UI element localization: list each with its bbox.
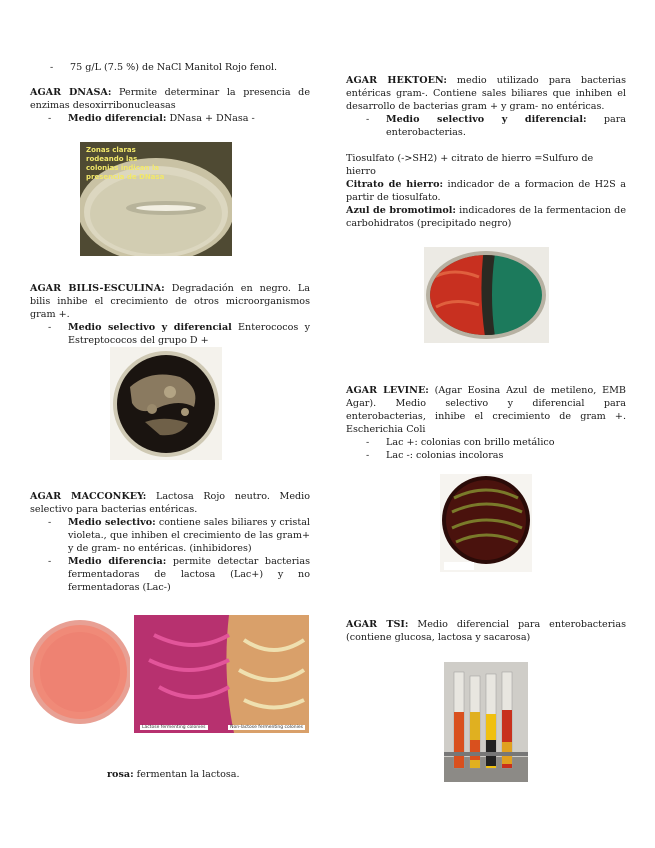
rosa-footer (107, 768, 307, 781)
petri-dish-bilis-image (110, 347, 222, 460)
manitol-text: 75 g/L (7.5 %) de NaCl Manitol Rojo fenol. (70, 62, 278, 73)
macconkey-bullet-1: - Medio selectivo: contiene sales biliares y cristal violeta., que inhiben el crecimiento de las gram+ y de gram- no entéricas. (inhibidores) (48, 517, 310, 554)
petri-dish-hektoen-image (424, 247, 549, 343)
hektoen-bullet: - Medio selectivo y diferencial: para enterobacterias. (366, 114, 627, 138)
rosa-bold: rosa: (107, 769, 134, 780)
bullet-bold: Medio diferencial: (68, 113, 167, 124)
tsi-tubes-image (444, 662, 528, 782)
bilis-section (30, 282, 310, 347)
bullet-text: DNasa + DNasa - (166, 113, 255, 124)
tiosulfato-line (346, 152, 626, 178)
tsi-desc: Medio diferencial para enterobacterias (contiene glucosa, lactosa y sacarosa) (346, 619, 626, 643)
dnasa-desc: Permite determinar la presencia de enzimas desoxirribonucleasas (30, 87, 310, 111)
bullet-text: Lac -: colonias incoloras (386, 450, 504, 461)
bullet-text: Lac +: colonias con brillo metálico (386, 437, 555, 448)
levine-bullet-2 (366, 449, 626, 462)
dnasa-section (30, 86, 310, 125)
citrato-block (346, 178, 626, 230)
levine-bullet-1 (366, 436, 626, 449)
lac-minus-label: Non-lactose fermenting colonies (230, 725, 303, 730)
tsi-title: AGAR TSI: (346, 619, 409, 630)
macconkey-title: AGAR MACCONKEY: (30, 491, 147, 502)
dnasa-image-caption: Zonas claras rodeando las colonias indican la presencia de DNasa (86, 146, 165, 181)
azul-text: indicadores de la fermentacion de carbohidratos (precipitado negro) (346, 205, 626, 229)
macconkey-desc: Lactosa Rojo neutro. Medio selectivo para bacterias entéricas. (30, 491, 310, 515)
bilis-bullet: - Medio selectivo y diferencial Enterococos y Estreptococos del grupo D + (48, 322, 310, 346)
macconkey-bullet-2: - Medio diferencia: permite detectar bacterias fermentadoras de lactosa (Lac+) y no fermentadoras (Lac-) (48, 556, 310, 593)
citrato-bold: Citrato de hierro: (346, 179, 444, 190)
dnasa-title: AGAR DNASA: (30, 87, 112, 98)
citrato-text: indicador de a formacion de H2S a partir de tiosulfato. (346, 179, 626, 203)
dnasa-bullet: - Medio diferencial: DNasa + DNasa - (48, 113, 255, 124)
petri-dish-macconkey-plain-image (30, 612, 130, 732)
bullet-bold: Medio diferencia: (68, 556, 167, 567)
bullet-bold: Medio selectivo y diferencial: (386, 114, 587, 125)
petri-dish-levine-image (440, 474, 532, 572)
hektoen-section (346, 74, 626, 139)
bilis-title: AGAR BILIS-ESCULINA: (30, 283, 165, 294)
manitol-item (50, 61, 310, 74)
hektoen-title: AGAR HEKTOEN: (346, 75, 447, 86)
rosa-text: fermentan la lactosa. (133, 769, 240, 780)
dash: - (366, 450, 370, 461)
bullet-bold: Medio selectivo y diferencial (68, 322, 232, 333)
petri-dish-dnasa-image (80, 142, 232, 256)
levine-title: AGAR LEVINE: (346, 385, 429, 396)
lac-plus-label: Lactose fermenting colonies (142, 725, 206, 730)
macconkey-section (30, 490, 310, 594)
dash: - (50, 62, 54, 73)
bullet-text: permite detectar bacterias fermentadoras de lactosa (Lac+) y no fermentadoras (Lac-) (68, 556, 310, 593)
azul-bold: Azul de bromotimol: (346, 205, 456, 216)
bullet-bold: Medio selectivo: (68, 517, 156, 528)
bullet-text: para enterobacterias. (386, 114, 627, 138)
bullet-text: contiene sales biliares y cristal violeta., que inhiben el crecimiento de las gram+ y de gram- no entéricas. (inhibidores) (68, 517, 310, 554)
dash: - (366, 437, 370, 448)
levine-section (346, 384, 626, 462)
petri-dish-macconkey-streak-image (134, 615, 309, 733)
levine-desc: (Agar Eosina Azul de metileno, EMB Agar). Medio selectivo y diferencial para enterobacterias, inhibe el crecimiento de gram +. Escherichia Coli (346, 385, 626, 435)
tsi-section (346, 618, 626, 644)
bilis-desc: Degradación en negro. La bilis inhibe el crecimiento de otros microorganismos gram +. (30, 283, 310, 320)
bullet-text: Enterococos y Estreptococos del grupo D + (68, 322, 310, 346)
hektoen-desc: medio utilizado para bacterias entéricas gram-. Contiene sales biliares que inhiben el desarrollo de bacterias gram + y gram- no entéricas. (346, 75, 626, 112)
tiosulfato-text: Tiosulfato (->SH2) + citrato de hierro =Sulfuro de hierro (346, 153, 594, 177)
